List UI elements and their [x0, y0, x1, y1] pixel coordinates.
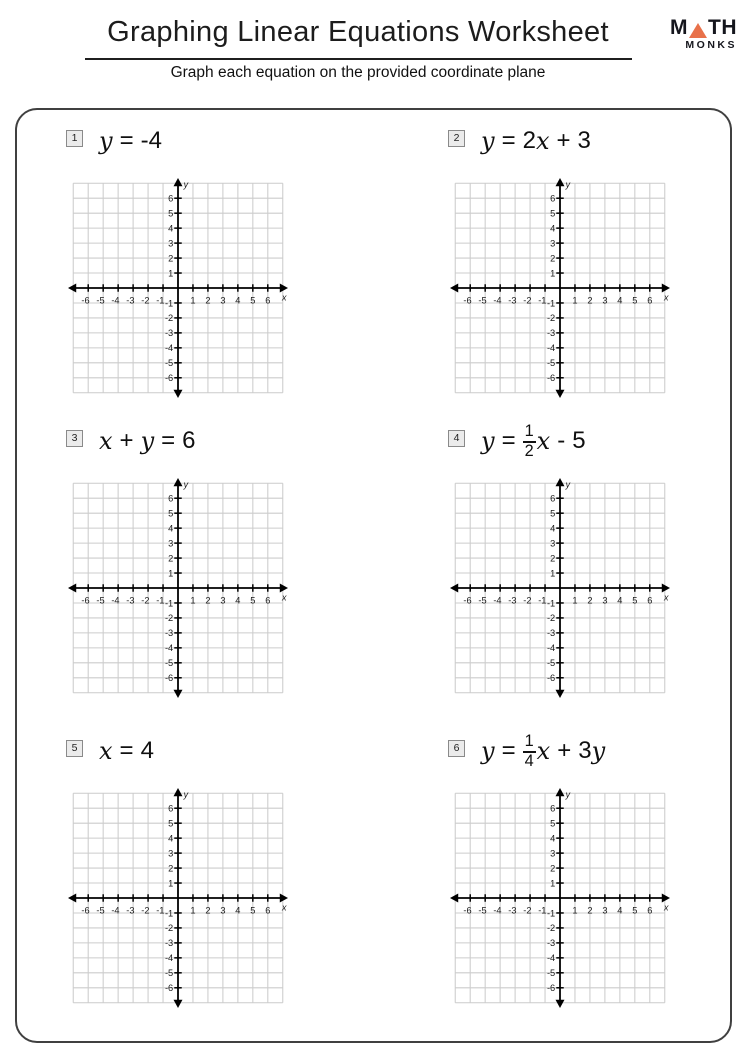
- svg-text:-1: [547, 298, 555, 308]
- svg-text:5: [168, 818, 173, 828]
- svg-text:-1: [156, 295, 164, 305]
- svg-text:y: [565, 179, 571, 189]
- svg-text:-4: [547, 343, 555, 353]
- svg-text:y: [565, 479, 571, 489]
- coordinate-plane: [68, 788, 288, 1008]
- problem-number-badge: 3: [66, 430, 83, 447]
- svg-text:-1: [165, 908, 173, 918]
- svg-text:-1: [165, 598, 173, 608]
- svg-text:1: [572, 905, 577, 915]
- svg-text:3: [602, 905, 607, 915]
- worksheet-instruction: Graph each equation on the provided coordinate plane: [170, 64, 546, 81]
- svg-text:-2: [141, 595, 149, 605]
- coordinate-grid-svg: [68, 788, 288, 1008]
- svg-text:-3: [126, 905, 134, 915]
- svg-text:-4: [493, 595, 501, 605]
- svg-text:-5: [165, 358, 173, 368]
- svg-text:-6: [547, 373, 555, 383]
- svg-text:-5: [478, 295, 486, 305]
- svg-text:4: [617, 905, 622, 915]
- svg-text:-1: [156, 905, 164, 915]
- svg-text:-5: [478, 595, 486, 605]
- coordinate-plane: [68, 178, 288, 398]
- svg-text:3: [168, 538, 173, 548]
- svg-text:5: [550, 508, 555, 518]
- svg-text:2: [205, 595, 210, 605]
- svg-text:-6: [81, 595, 89, 605]
- svg-text:4: [550, 223, 555, 233]
- svg-text:3: [220, 595, 225, 605]
- svg-text:-3: [547, 938, 555, 948]
- svg-text:-6: [81, 295, 89, 305]
- svg-text:5: [168, 508, 173, 518]
- svg-text:y: [565, 789, 571, 799]
- svg-text:6: [168, 193, 173, 203]
- svg-text:1: [190, 295, 195, 305]
- svg-text:1: [550, 268, 555, 278]
- svg-text:-3: [126, 595, 134, 605]
- problem-cell-2: [442, 128, 742, 414]
- problem-cell-5: [60, 738, 370, 1024]
- svg-text:6: [168, 493, 173, 503]
- svg-text:3: [602, 295, 607, 305]
- title-underline: [85, 58, 632, 60]
- svg-text:4: [235, 595, 240, 605]
- equation-text: y = -4: [99, 127, 162, 155]
- svg-text:-2: [547, 613, 555, 623]
- svg-text:1: [190, 595, 195, 605]
- svg-text:4: [235, 905, 240, 915]
- svg-text:-2: [547, 313, 555, 323]
- svg-text:-3: [508, 595, 516, 605]
- svg-text:2: [168, 863, 173, 873]
- problem-cell-6: [442, 732, 742, 1024]
- svg-text:-4: [493, 295, 501, 305]
- svg-text:2: [587, 595, 592, 605]
- coordinate-grid-svg: [450, 788, 670, 1008]
- svg-text:-2: [141, 295, 149, 305]
- svg-text:-1: [547, 908, 555, 918]
- svg-text:-4: [111, 595, 119, 605]
- problem-number-badge: 1: [66, 130, 83, 147]
- svg-text:5: [168, 208, 173, 218]
- svg-text:-3: [508, 905, 516, 915]
- equation-row: [448, 118, 591, 164]
- svg-text:-5: [547, 358, 555, 368]
- svg-text:6: [265, 905, 270, 915]
- svg-text:-5: [478, 905, 486, 915]
- svg-text:y: [183, 179, 189, 189]
- svg-text:-2: [141, 905, 149, 915]
- svg-text:3: [550, 238, 555, 248]
- equation-row: [66, 118, 162, 164]
- svg-text:5: [250, 295, 255, 305]
- svg-text:-6: [165, 373, 173, 383]
- logo-subtext: MONKS: [685, 39, 737, 51]
- svg-text:4: [235, 295, 240, 305]
- svg-text:-4: [111, 295, 119, 305]
- svg-text:-1: [538, 905, 546, 915]
- svg-text:-2: [547, 923, 555, 933]
- svg-text:4: [168, 523, 173, 533]
- svg-text:-5: [165, 968, 173, 978]
- svg-text:-5: [547, 968, 555, 978]
- coordinate-grid-svg: [450, 178, 670, 398]
- svg-text:2: [168, 553, 173, 563]
- svg-text:6: [550, 193, 555, 203]
- coordinate-plane: [68, 478, 288, 698]
- svg-text:3: [550, 848, 555, 858]
- svg-text:-6: [463, 595, 471, 605]
- svg-text:1: [168, 878, 173, 888]
- svg-text:1: [550, 878, 555, 888]
- svg-text:-1: [547, 598, 555, 608]
- problem-cell-4: [442, 422, 742, 714]
- svg-text:1: [572, 295, 577, 305]
- svg-text:5: [550, 818, 555, 828]
- svg-text:x: [663, 593, 669, 603]
- problem-cell-3: [60, 428, 370, 714]
- svg-text:-1: [156, 595, 164, 605]
- logo-triangle-icon: [689, 23, 707, 38]
- svg-text:5: [250, 905, 255, 915]
- svg-text:-3: [126, 295, 134, 305]
- svg-text:-5: [547, 658, 555, 668]
- svg-text:x: [663, 293, 669, 303]
- svg-text:-4: [493, 905, 501, 915]
- fraction: $\frac{1}{2}$: [524, 422, 534, 460]
- svg-text:5: [632, 595, 637, 605]
- svg-text:1: [190, 905, 195, 915]
- svg-text:-3: [547, 628, 555, 638]
- svg-text:4: [550, 833, 555, 843]
- svg-text:y: [183, 789, 189, 799]
- equation-text: y = $\frac{1}{2}$ x - 5: [481, 422, 586, 460]
- svg-text:-4: [165, 953, 173, 963]
- svg-text:6: [647, 595, 652, 605]
- fraction: $\frac{1}{4}$: [524, 732, 534, 770]
- svg-text:4: [168, 223, 173, 233]
- svg-text:x: [281, 903, 287, 913]
- svg-text:-5: [96, 905, 104, 915]
- svg-text:2: [205, 295, 210, 305]
- svg-text:-1: [165, 298, 173, 308]
- svg-text:3: [602, 595, 607, 605]
- svg-text:2: [550, 553, 555, 563]
- svg-text:1: [168, 568, 173, 578]
- svg-text:-2: [523, 595, 531, 605]
- equation-text: x + y = 6: [99, 427, 196, 455]
- svg-text:2: [587, 295, 592, 305]
- svg-text:5: [550, 208, 555, 218]
- problem-number-badge: 6: [448, 740, 465, 757]
- svg-text:-6: [547, 673, 555, 683]
- equation-row: [448, 728, 605, 774]
- svg-text:3: [220, 295, 225, 305]
- svg-text:-5: [96, 595, 104, 605]
- problem-number-badge: 4: [448, 430, 465, 447]
- svg-text:-3: [547, 328, 555, 338]
- math-monks-logo: [670, 17, 737, 51]
- equation-row: [66, 728, 154, 774]
- svg-text:-3: [165, 938, 173, 948]
- equation-text: y = 2 x + 3: [481, 127, 591, 155]
- equation-row: [448, 418, 586, 464]
- svg-text:-1: [538, 295, 546, 305]
- logo-letter-m: M: [670, 16, 688, 39]
- svg-text:-3: [165, 328, 173, 338]
- svg-text:3: [550, 538, 555, 548]
- problem-number-badge: 2: [448, 130, 465, 147]
- svg-text:4: [617, 295, 622, 305]
- svg-text:-2: [165, 613, 173, 623]
- svg-text:5: [632, 295, 637, 305]
- svg-text:-4: [111, 905, 119, 915]
- svg-text:-4: [165, 343, 173, 353]
- problem-number-badge: 5: [66, 740, 83, 757]
- worksheet-title: Graphing Linear Equations Worksheet: [107, 16, 609, 48]
- logo-letters-th: TH: [708, 16, 737, 39]
- svg-text:-4: [547, 643, 555, 653]
- svg-text:-1: [538, 595, 546, 605]
- svg-text:6: [550, 493, 555, 503]
- svg-text:y: [183, 479, 189, 489]
- svg-text:5: [250, 595, 255, 605]
- svg-text:3: [168, 848, 173, 858]
- svg-text:-6: [547, 983, 555, 993]
- svg-text:4: [550, 523, 555, 533]
- svg-text:2: [550, 863, 555, 873]
- svg-text:-6: [463, 905, 471, 915]
- svg-text:5: [632, 905, 637, 915]
- svg-text:-2: [523, 905, 531, 915]
- equation-text: y = $\frac{1}{4}$ x + 3 y: [481, 732, 606, 770]
- coordinate-grid-svg: [450, 478, 670, 698]
- coordinate-grid-svg: [68, 178, 288, 398]
- problem-cell-1: [60, 128, 370, 414]
- equation-text: x = 4: [99, 737, 154, 765]
- svg-text:-5: [96, 295, 104, 305]
- svg-text:6: [647, 905, 652, 915]
- svg-text:4: [168, 833, 173, 843]
- coordinate-plane: [450, 788, 670, 1008]
- coordinate-plane: [450, 478, 670, 698]
- svg-text:1: [572, 595, 577, 605]
- svg-text:6: [265, 595, 270, 605]
- svg-text:2: [587, 905, 592, 915]
- svg-text:6: [265, 295, 270, 305]
- equation-row: [66, 418, 196, 464]
- coordinate-grid-svg: [68, 478, 288, 698]
- coordinate-plane: [450, 178, 670, 398]
- svg-text:-6: [165, 983, 173, 993]
- svg-text:-6: [165, 673, 173, 683]
- svg-text:2: [550, 253, 555, 263]
- svg-text:-6: [81, 905, 89, 915]
- svg-text:-3: [165, 628, 173, 638]
- svg-text:-2: [165, 313, 173, 323]
- svg-text:-2: [165, 923, 173, 933]
- logo-wordmark: [670, 17, 737, 38]
- svg-text:3: [220, 905, 225, 915]
- svg-text:6: [647, 295, 652, 305]
- svg-text:2: [205, 905, 210, 915]
- svg-text:-4: [547, 953, 555, 963]
- svg-text:-2: [523, 295, 531, 305]
- svg-text:4: [617, 595, 622, 605]
- svg-text:-3: [508, 295, 516, 305]
- svg-text:-4: [165, 643, 173, 653]
- svg-text:x: [663, 903, 669, 913]
- svg-text:2: [168, 253, 173, 263]
- svg-text:6: [550, 803, 555, 813]
- svg-text:x: [281, 293, 287, 303]
- svg-text:6: [168, 803, 173, 813]
- svg-text:-6: [463, 295, 471, 305]
- svg-text:x: [281, 593, 287, 603]
- svg-text:-5: [165, 658, 173, 668]
- svg-text:3: [168, 238, 173, 248]
- svg-text:1: [168, 268, 173, 278]
- svg-text:1: [550, 568, 555, 578]
